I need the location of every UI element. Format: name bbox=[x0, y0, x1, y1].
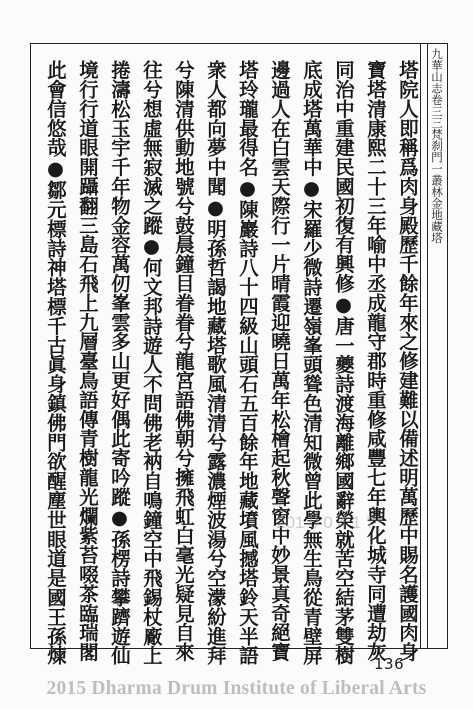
watermark-id: 201 0 0 4 1 7 bbox=[276, 513, 376, 532]
text-column-5: 邊過人在白雲天際行一片晴霞迎曉日萬年松檜起秋聲窗中妙景真奇絕寶 bbox=[268, 60, 291, 662]
text-column-3: 同治中重建民國初復有興修●唐一夔詩渡海離鄉國辭榮就苦空結茅雙樹 bbox=[332, 60, 355, 665]
watermark-institute: 2015 Dharma Drum Institute of Liberal Arts bbox=[46, 678, 427, 699]
header-item: 金地藏塔 bbox=[430, 197, 444, 244]
page-number: 136 bbox=[374, 655, 405, 673]
header-section: 三梵刹門 bbox=[430, 117, 444, 163]
header-divider-right bbox=[427, 43, 428, 649]
text-column-8: 兮陳清供動地號兮鼓晨鐘目眷眷兮龍宮語佛朝兮擁飛虹白毫光疑見自來 bbox=[172, 60, 195, 662]
text-column-9: 往兮想虛無寂滅之蹤●何文邦詩遊人不問佛老衲自鳴鐘空中飛錫杖廠上 bbox=[140, 60, 163, 665]
text-column-10: 捲濤松玉宇千年物金容萬仞峯雲多山更好偶此寄吟蹤●孫楞詩攀躋遊仙 bbox=[108, 60, 131, 665]
running-header bbox=[429, 48, 445, 638]
text-column-12: 此會信悠哉●鄒元標詩神塔標千古眞身鎮佛門欲醒塵世眼道是國王孫煉 bbox=[44, 60, 67, 665]
header-divider-left bbox=[420, 43, 421, 649]
text-column-11: 境行行道眼開躡翻三島石飛上九層臺鳥語傳青樹龍光爛紫苔啜茶臨瑞閣 bbox=[76, 60, 99, 662]
text-column-2: 寶塔清康熙二十三年喻中丞成龍守郡時重修咸豐七年輿化城寺同遭劫灰 bbox=[364, 60, 387, 662]
text-column-6: 塔玲瓏最得名●陳巖詩八十四級山頭石五百餘年地藏墳風撼塔鈴天半語 bbox=[236, 60, 259, 665]
text-column-1: 塔院人即稱爲肉身殿歷千餘年來之修建難以備述明萬歷中賜名護國肉身 bbox=[396, 60, 419, 662]
header-subsection: 一叢林 bbox=[430, 163, 444, 198]
header-book-title: 九華山志卷三 bbox=[430, 48, 444, 117]
text-column-4: 底成塔萬華中●宋羅少微詩遷嶺峯頭聳色清知微曾此學無生鳥從青壁屏 bbox=[300, 60, 323, 665]
text-column-7: 衆人都向夢中聞●明孫哲謁地藏塔歌風清清兮露濃煙波湯兮空濛紛進拜 bbox=[204, 60, 227, 665]
